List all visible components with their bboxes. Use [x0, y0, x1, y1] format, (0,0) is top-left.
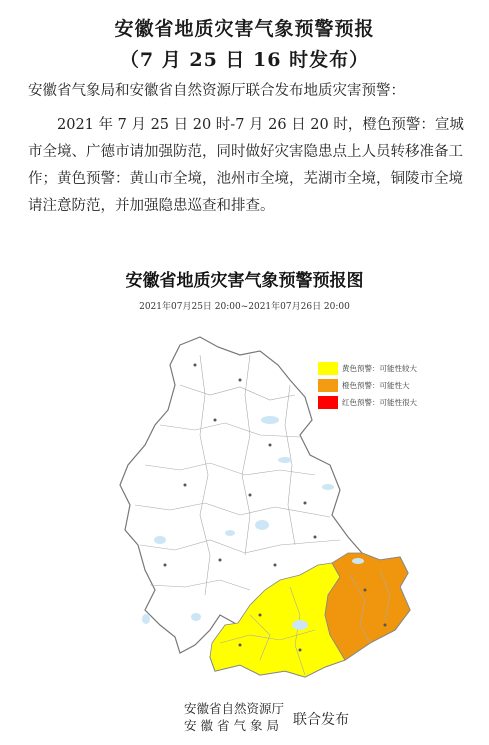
issuer-block	[184, 700, 284, 734]
legend-label-red: 红色预警：可能性很大	[342, 398, 417, 407]
joint-release-label: 联合发布	[293, 712, 349, 728]
page-subtitle: （7 月 25 日 16 时发布）	[119, 49, 370, 71]
legend-item-yellow	[318, 360, 417, 377]
legend-swatch-yellow	[318, 362, 338, 375]
legend-item-red	[318, 394, 417, 411]
legend-item-orange	[318, 377, 417, 394]
page-title: 安徽省地质灾害气象预警预报	[114, 18, 375, 40]
legend-label-orange: 橙色预警：可能性大	[342, 381, 410, 390]
legend-swatch-orange	[318, 379, 338, 392]
issuer-meteorological: 安徽省气象局	[184, 718, 284, 733]
intro-paragraph: 安徽省气象局和安徽省自然资源厅联合发布地质灾害预警：	[28, 83, 405, 99]
detail-paragraph: 2021 年 7 月 25 日 20 时-7 月 26 日 20 时，橙色预警：宣城市全境、广德市请加强防范，同时做好灾害隐患点上人员转移准备工作；黄色预警：黄山市全境，池州市全境，芜湖市全境，铜陵市全境请注意防范，并加强隐患巡查和排查。	[28, 117, 464, 214]
legend-label-yellow: 黄色预警：可能性较大	[342, 364, 417, 373]
map-title: 安徽省地质灾害气象预警预报图	[125, 271, 364, 291]
orange-warning-region	[325, 553, 410, 660]
legend-swatch-red	[318, 396, 338, 409]
warning-map	[100, 325, 489, 700]
map-period: 2021年07月25日 20:00~2021年07月26日 20:00	[139, 302, 350, 312]
issuer-natural-resources: 安徽省自然资源厅	[184, 701, 285, 716]
province-map-svg	[100, 325, 489, 700]
map-legend	[318, 360, 417, 411]
